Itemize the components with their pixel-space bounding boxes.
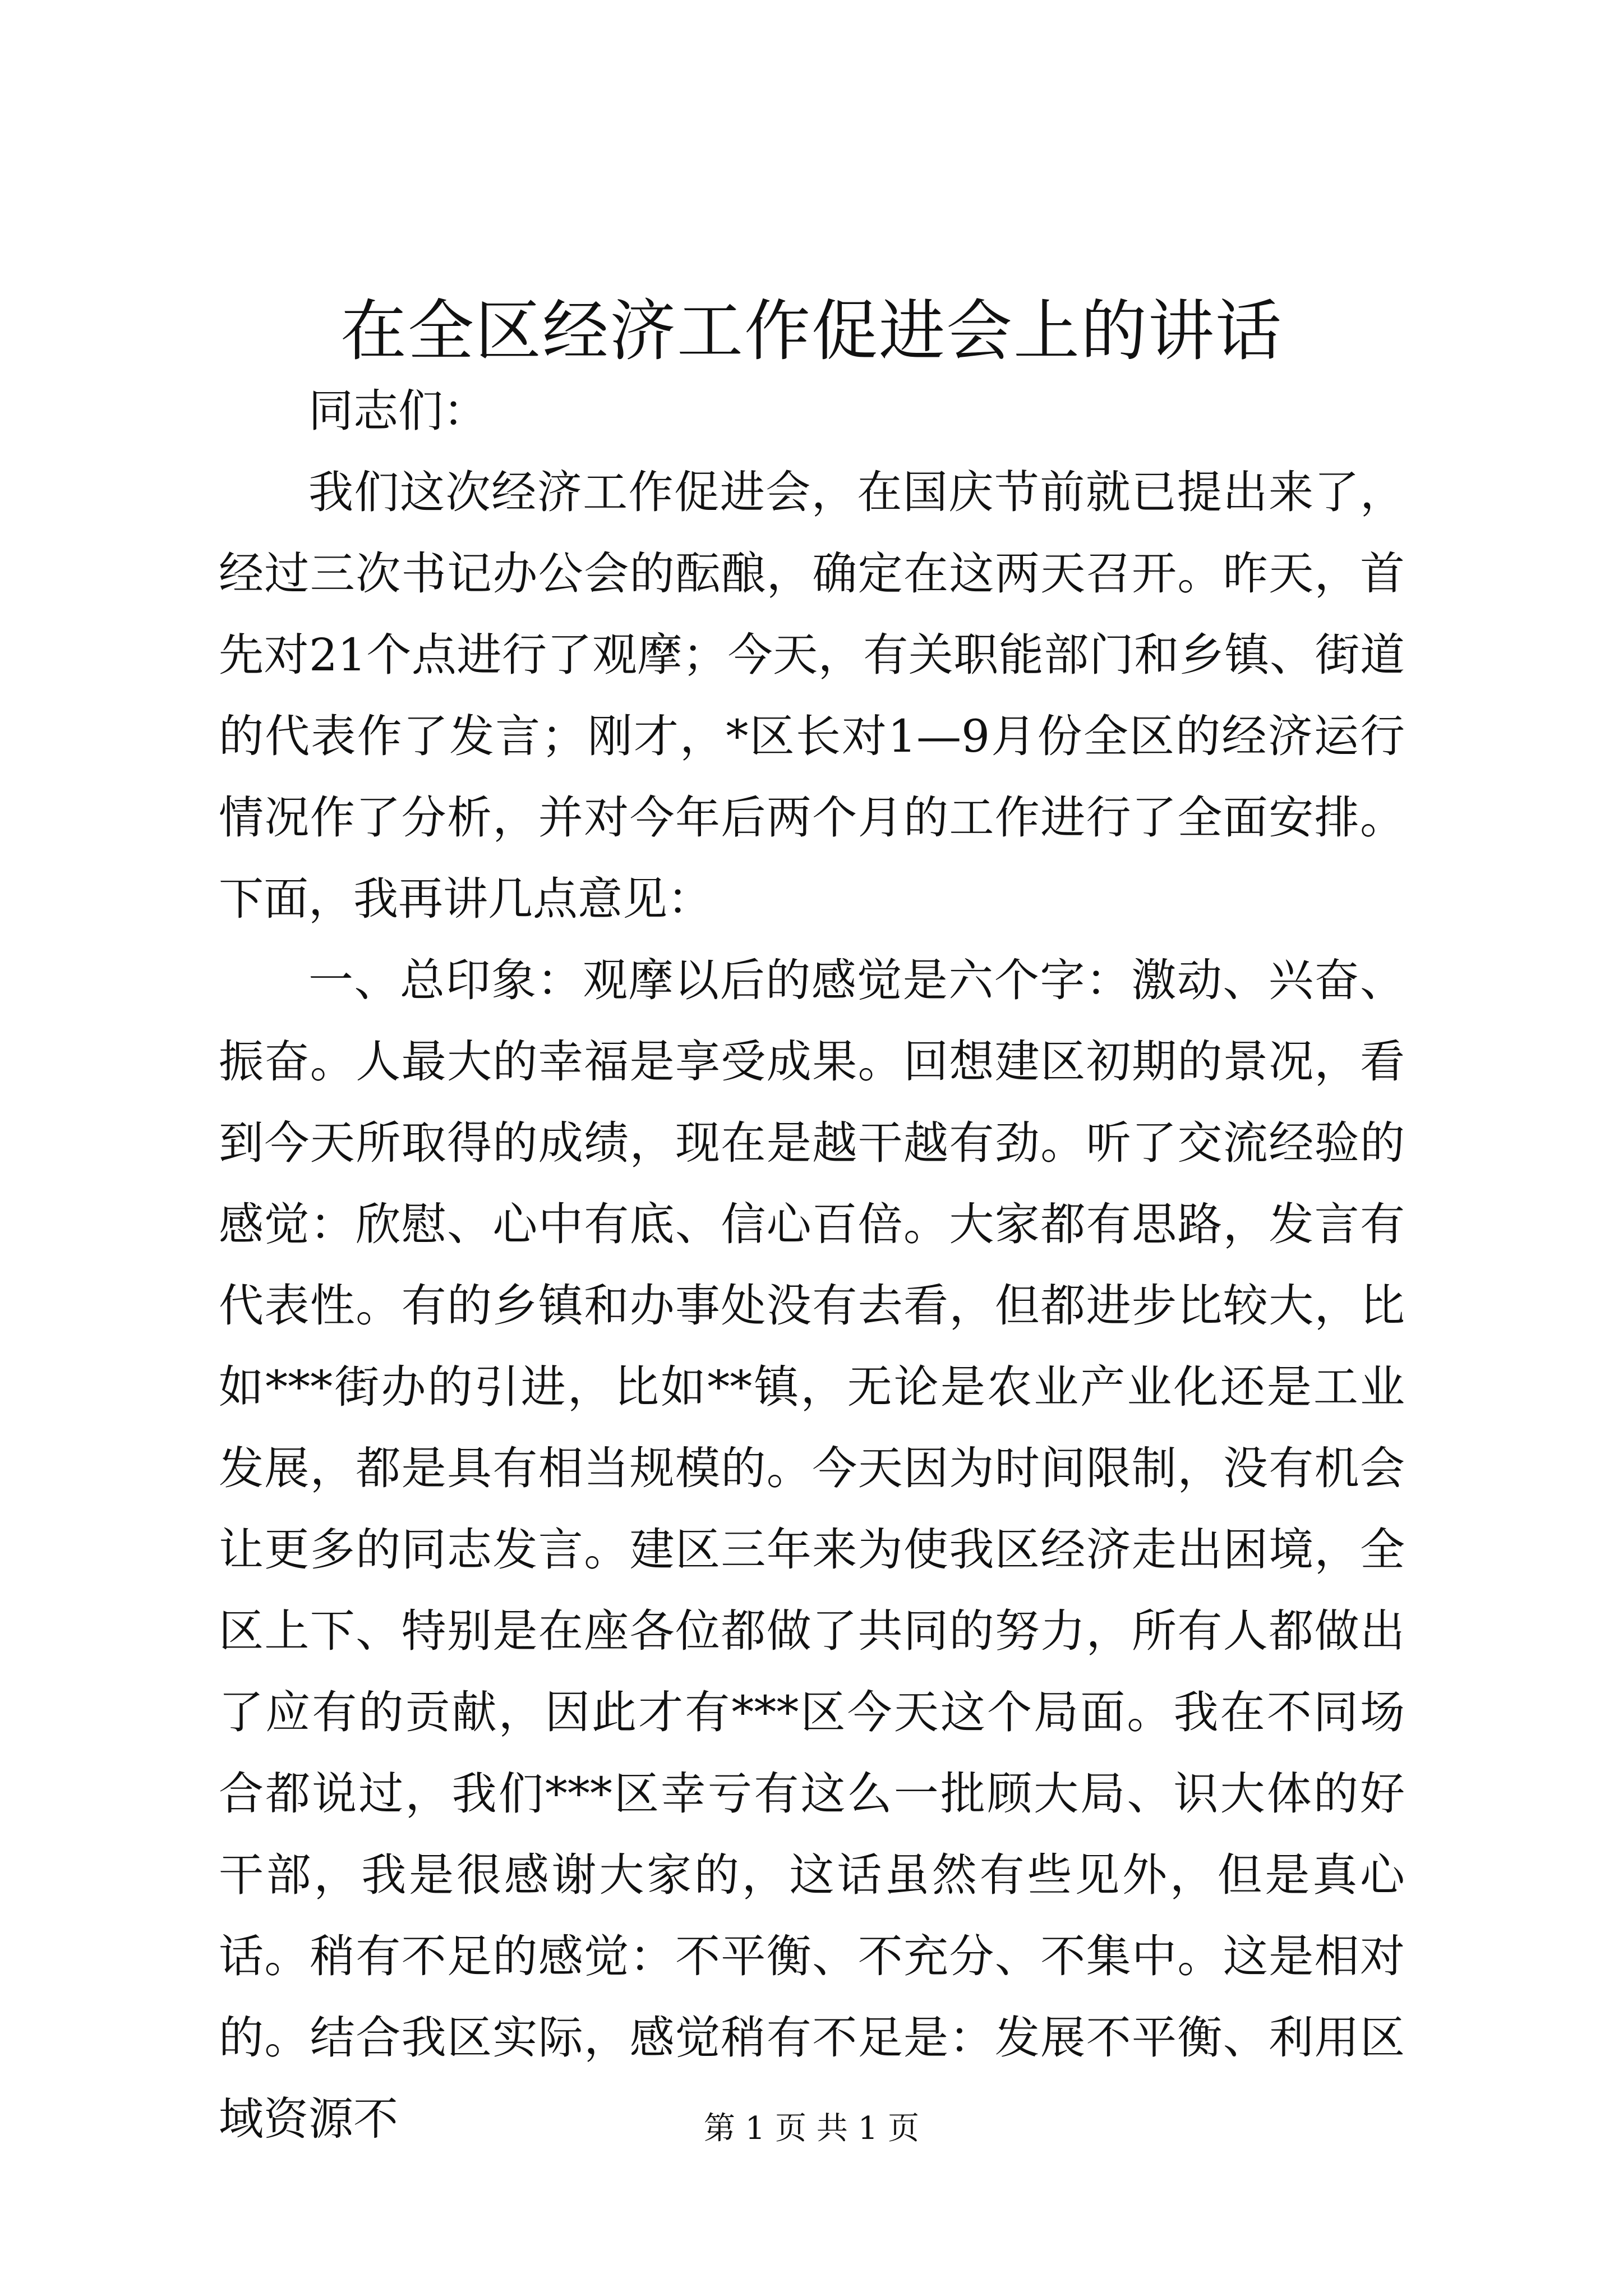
paragraph-2: 一、总印象：观摩以后的感觉是六个字：激动、兴奋、振奋。人最大的幸福是享受成果。回想建区初期的景况，看到今天所取得的成绩，现在是越干越有劲。听了交流经验的感觉：欣慰、心中有底、信心百倍。大家都有思路，发言有代表性。有的乡镇和办事处没有去看，但都进步比较大，比如***街办的引进，比如**镇，无论是农业产业化还是工业发展，都是具有相当规模的。今天因为时间限制，没有机会让更多的同志发言。建区三年来为使我区经济走出困境，全区上下、特别是在座各位都做了共同的努力，所有人都做出了应有的贡献，因此才有***区今天这个局面。我在不同场合都说过，我们***区幸亏有这么一批顾大局、识大体的好干部，我是很感谢大家的，这话虽然有些见外，但是真心话。稍有不足的感觉：不平衡、不充分、不集中。这是相对的。结合我区实际，感觉稍有不足是：发展不平衡、利用区域资源不	[219, 954, 1405, 2145]
page-number-footer: 第 1 页 共 1 页	[703, 2110, 920, 2147]
document-title: 在全区经济工作促进会上的讲话	[340, 292, 1283, 370]
document-body	[219, 370, 1405, 2160]
salutation: 同志们：	[308, 385, 488, 437]
paragraph-1: 我们这次经济工作促进会，在国庆节前就已提出来了，经过三次书记办公会的酝酿，确定在这两天召开。昨天，首先对21个点进行了观摩；今天，有关职能部门和乡镇、街道的代表作了发言；刚才，*区长对1—9月份全区的经济运行情况作了分析，并对今年后两个月的工作进行了全面安排。下面，我再讲几点意见：	[219, 466, 1405, 925]
